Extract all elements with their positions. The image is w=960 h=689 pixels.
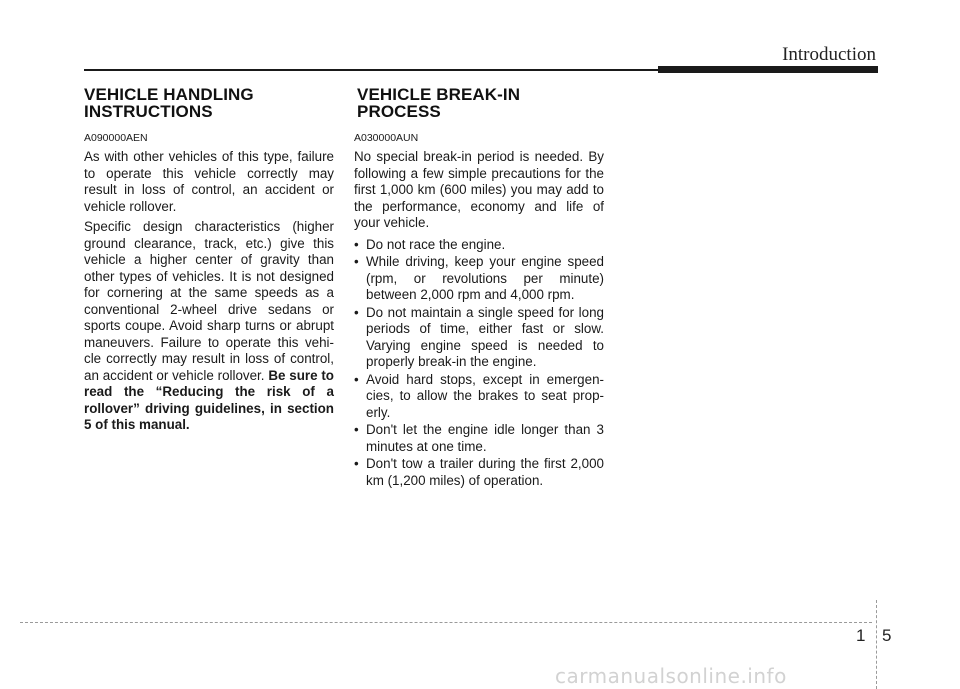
page-number: 5: [882, 626, 892, 645]
page-section-number: 1: [856, 626, 866, 645]
list-item-text: Do not maintain a single speed for long periods of time, either fast or slow. Varying engine speed is needed to properly break-in the engine.: [366, 304, 604, 369]
bullet-icon: •: [354, 304, 359, 320]
header-rule-thin: [84, 69, 660, 71]
bullet-icon: •: [354, 422, 359, 437]
rollover-warning-bold: Be sure to read the “Reducing the risk of a rollover” driving guidelines, in section 5 of this manual.: [84, 367, 334, 432]
vehicle-handling-code: A090000AEN: [84, 132, 148, 144]
bullet-icon: •: [354, 456, 359, 471]
vehicle-handling-title: [84, 86, 334, 120]
vehicle-handling-paragraph-2-text: Specific design characteristics (higher ground clearance, track, etc.) give this vehicle a higher center of gravity than other types of vehicles. It is not designed for cornering at the same speeds as a conventional 2-wheel drive sedans or sports coupe. Avoid sharp turns or abrupt maneuvers. Failure to operate this vehi-cle correctly may result in loss of control, an accident or vehicle rollover.: [84, 219, 334, 383]
list-item-text: Don't let the engine idle longer than 3 minutes at one time.: [366, 422, 604, 454]
footer-dashed-rule: [20, 622, 872, 623]
break-in-paragraph: No special break-in period is needed. By following a few simple precautions for the first 1,000 km (600 miles) you may add to the performance, economy and life of your vehicle.: [354, 149, 604, 230]
break-in-process-title: VEHICLE BREAK-IN PROCESS: [357, 85, 521, 121]
break-in-bullet-list: [354, 237, 604, 490]
header-title: Introduction: [782, 44, 876, 65]
list-item: [354, 305, 604, 371]
left-column: [84, 86, 334, 438]
list-item: [354, 372, 604, 422]
list-item: [354, 254, 604, 304]
list-item: [354, 422, 604, 455]
bullet-icon: •: [354, 236, 359, 252]
list-item-text: Avoid hard stops, except in emergen-cies, to allow the brakes to seat prop-erly.: [366, 371, 604, 420]
list-item-text: While driving, keep your engine speed (rpm, or revolutions per minute) between 2,000 rpm and 4,000 rpm.: [366, 254, 604, 302]
break-in-code: A030000AUN: [354, 132, 419, 144]
vehicle-handling-title-line1: VEHICLE HANDLING: [84, 85, 254, 104]
list-item: [354, 237, 604, 254]
footer-dashed-divider: [876, 600, 877, 689]
vehicle-handling-paragraph-2: [84, 219, 334, 434]
vehicle-handling-paragraph-1: As with other vehicles of this type, failure to operate this vehicle correctly may result in loss of control, an accident or vehicle rollover.: [84, 149, 334, 214]
header-rule-thick: [658, 66, 878, 73]
bullet-icon: •: [354, 254, 359, 269]
watermark: carmanualsonline.info: [555, 664, 787, 688]
list-item-text: Do not race the engine.: [366, 236, 506, 252]
bullet-icon: •: [354, 371, 359, 387]
list-item: [354, 456, 604, 489]
right-column: [354, 86, 604, 490]
vehicle-handling-title-line2: INSTRUCTIONS: [84, 102, 213, 121]
list-item-text: Don't tow a trailer during the first 2,000 km (1,200 miles) of operation.: [366, 456, 604, 488]
